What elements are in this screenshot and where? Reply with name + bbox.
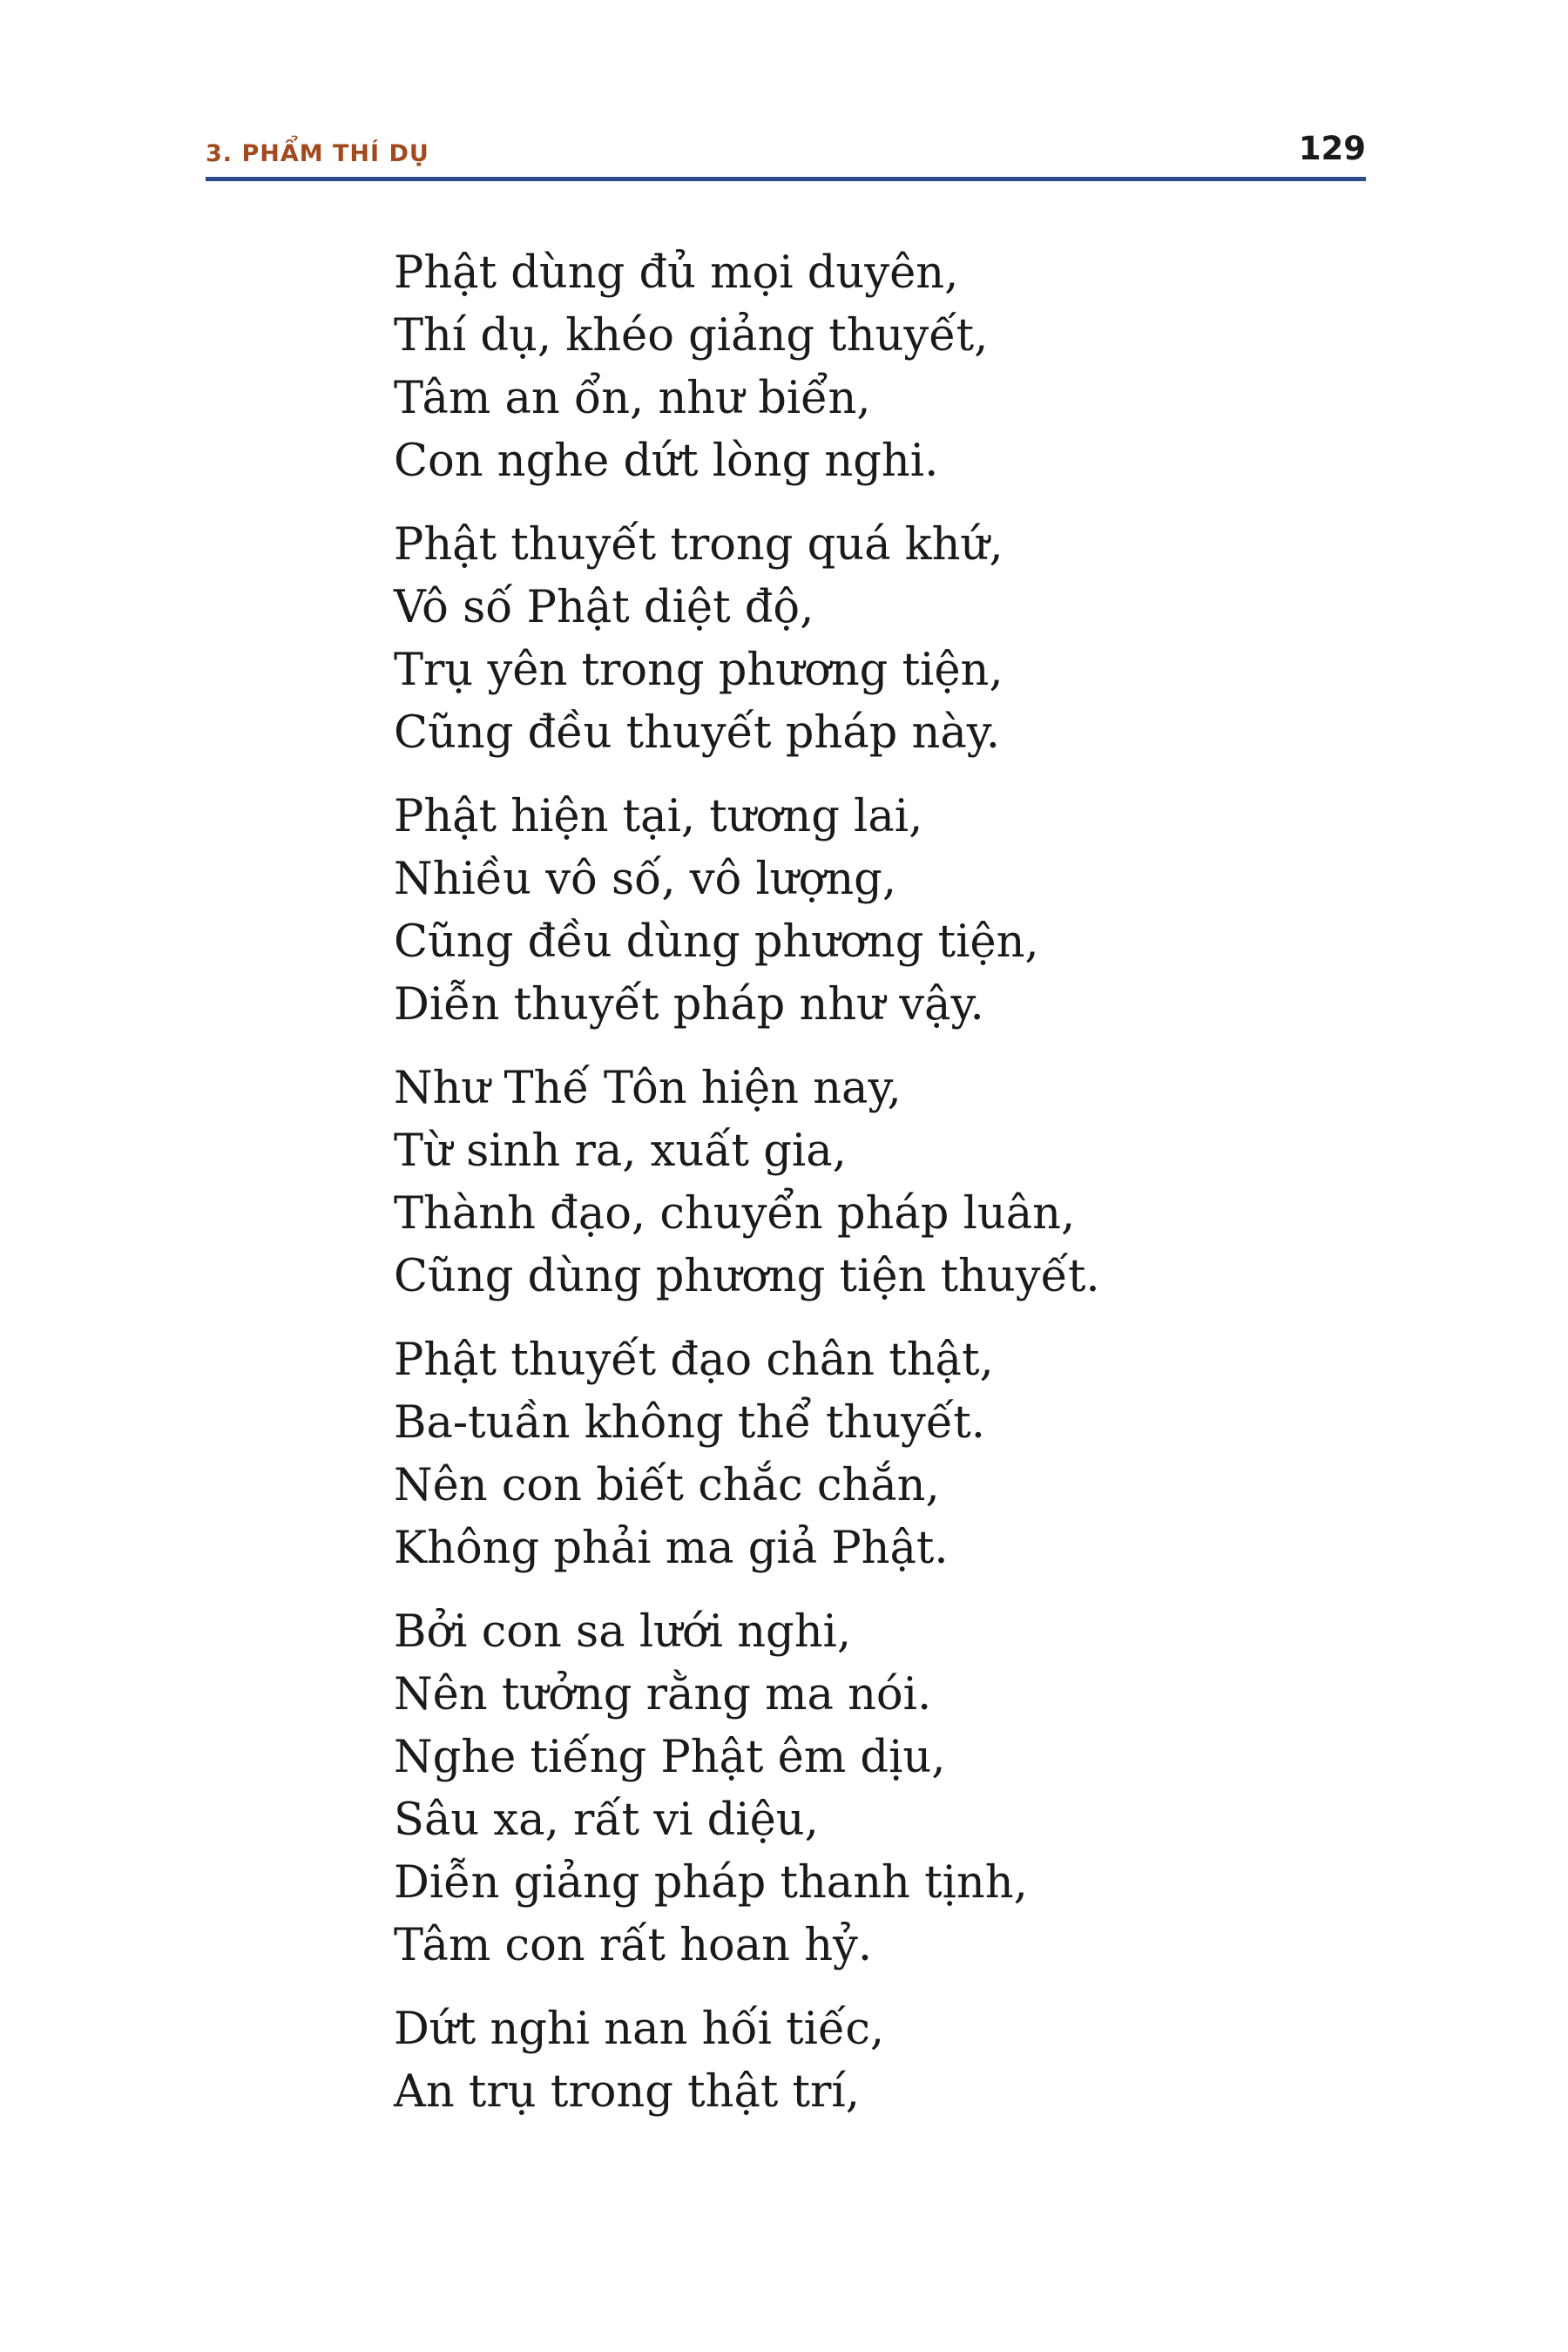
- stanza: [394, 1998, 1352, 2124]
- verse-line: Phật dùng đủ mọi duyên,: [394, 247, 959, 299]
- verse-line: Cũng dùng phương tiện thuyết.: [394, 1251, 1100, 1302]
- header-rule: [206, 177, 1366, 181]
- verse-line: Cũng đều thuyết pháp này.: [394, 707, 1000, 759]
- verse-line: Tâm con rất hoan hỷ.: [394, 1920, 873, 1971]
- stanza: [394, 1329, 1352, 1580]
- verse-line: Phật thuyết đạo chân thật,: [394, 1335, 994, 1386]
- verse-line: Không phải ma giả Phật.: [394, 1523, 949, 1574]
- verse-line: Phật thuyết trong quá khứ,: [394, 519, 1004, 571]
- verse-line: Sâu xa, rất vi diệu,: [394, 1794, 819, 1846]
- verse-line: Con nghe dứt lòng nghi.: [394, 436, 939, 487]
- chapter-title: 3. PHẨM THÍ DỤ: [206, 140, 429, 167]
- stanza: [394, 1601, 1352, 1977]
- stanza: [394, 514, 1352, 765]
- verse-line: Nên tưởng rằng ma nói.: [394, 1669, 932, 1720]
- page-header: [206, 122, 1366, 181]
- verse-line: Dứt nghi nan hối tiếc,: [394, 2004, 885, 2055]
- verse-line: Diễn thuyết pháp như vậy.: [394, 979, 984, 1031]
- page-number: 129: [1298, 130, 1366, 167]
- verse-line: An trụ trong thật trí,: [394, 2066, 860, 2118]
- verse-line: Nhiều vô số, vô lượng,: [394, 854, 897, 905]
- stanza: [394, 242, 1352, 493]
- verse-line: Nghe tiếng Phật êm dịu,: [394, 1732, 946, 1783]
- poem-body: [394, 242, 1352, 2145]
- verse-line: Thành đạo, chuyển pháp luân,: [394, 1188, 1076, 1240]
- verse-line: Như Thế Tôn hiện nay,: [394, 1063, 902, 1114]
- verse-line: Từ sinh ra, xuất gia,: [394, 1125, 847, 1177]
- verse-line: Bởi con sa lưới nghi,: [394, 1606, 852, 1658]
- verse-line: Thí dụ, khéo giảng thuyết,: [394, 310, 989, 362]
- verse-line: Tâm an ổn, như biển,: [394, 373, 871, 424]
- verse-line: Phật hiện tại, tương lai,: [394, 791, 923, 842]
- verse-line: Vô số Phật diệt độ,: [394, 582, 814, 633]
- verse-line: Nên con biết chắc chắn,: [394, 1460, 940, 1511]
- stanza: [394, 1058, 1352, 1308]
- verse-line: Cũng đều dùng phương tiện,: [394, 916, 1039, 968]
- verse-line: Ba-tuần không thể thuyết.: [394, 1397, 985, 1449]
- verse-line: Diễn giảng pháp thanh tịnh,: [394, 1857, 1028, 1909]
- verse-line: Trụ yên trong phương tiện,: [394, 645, 1004, 696]
- stanza: [394, 786, 1352, 1037]
